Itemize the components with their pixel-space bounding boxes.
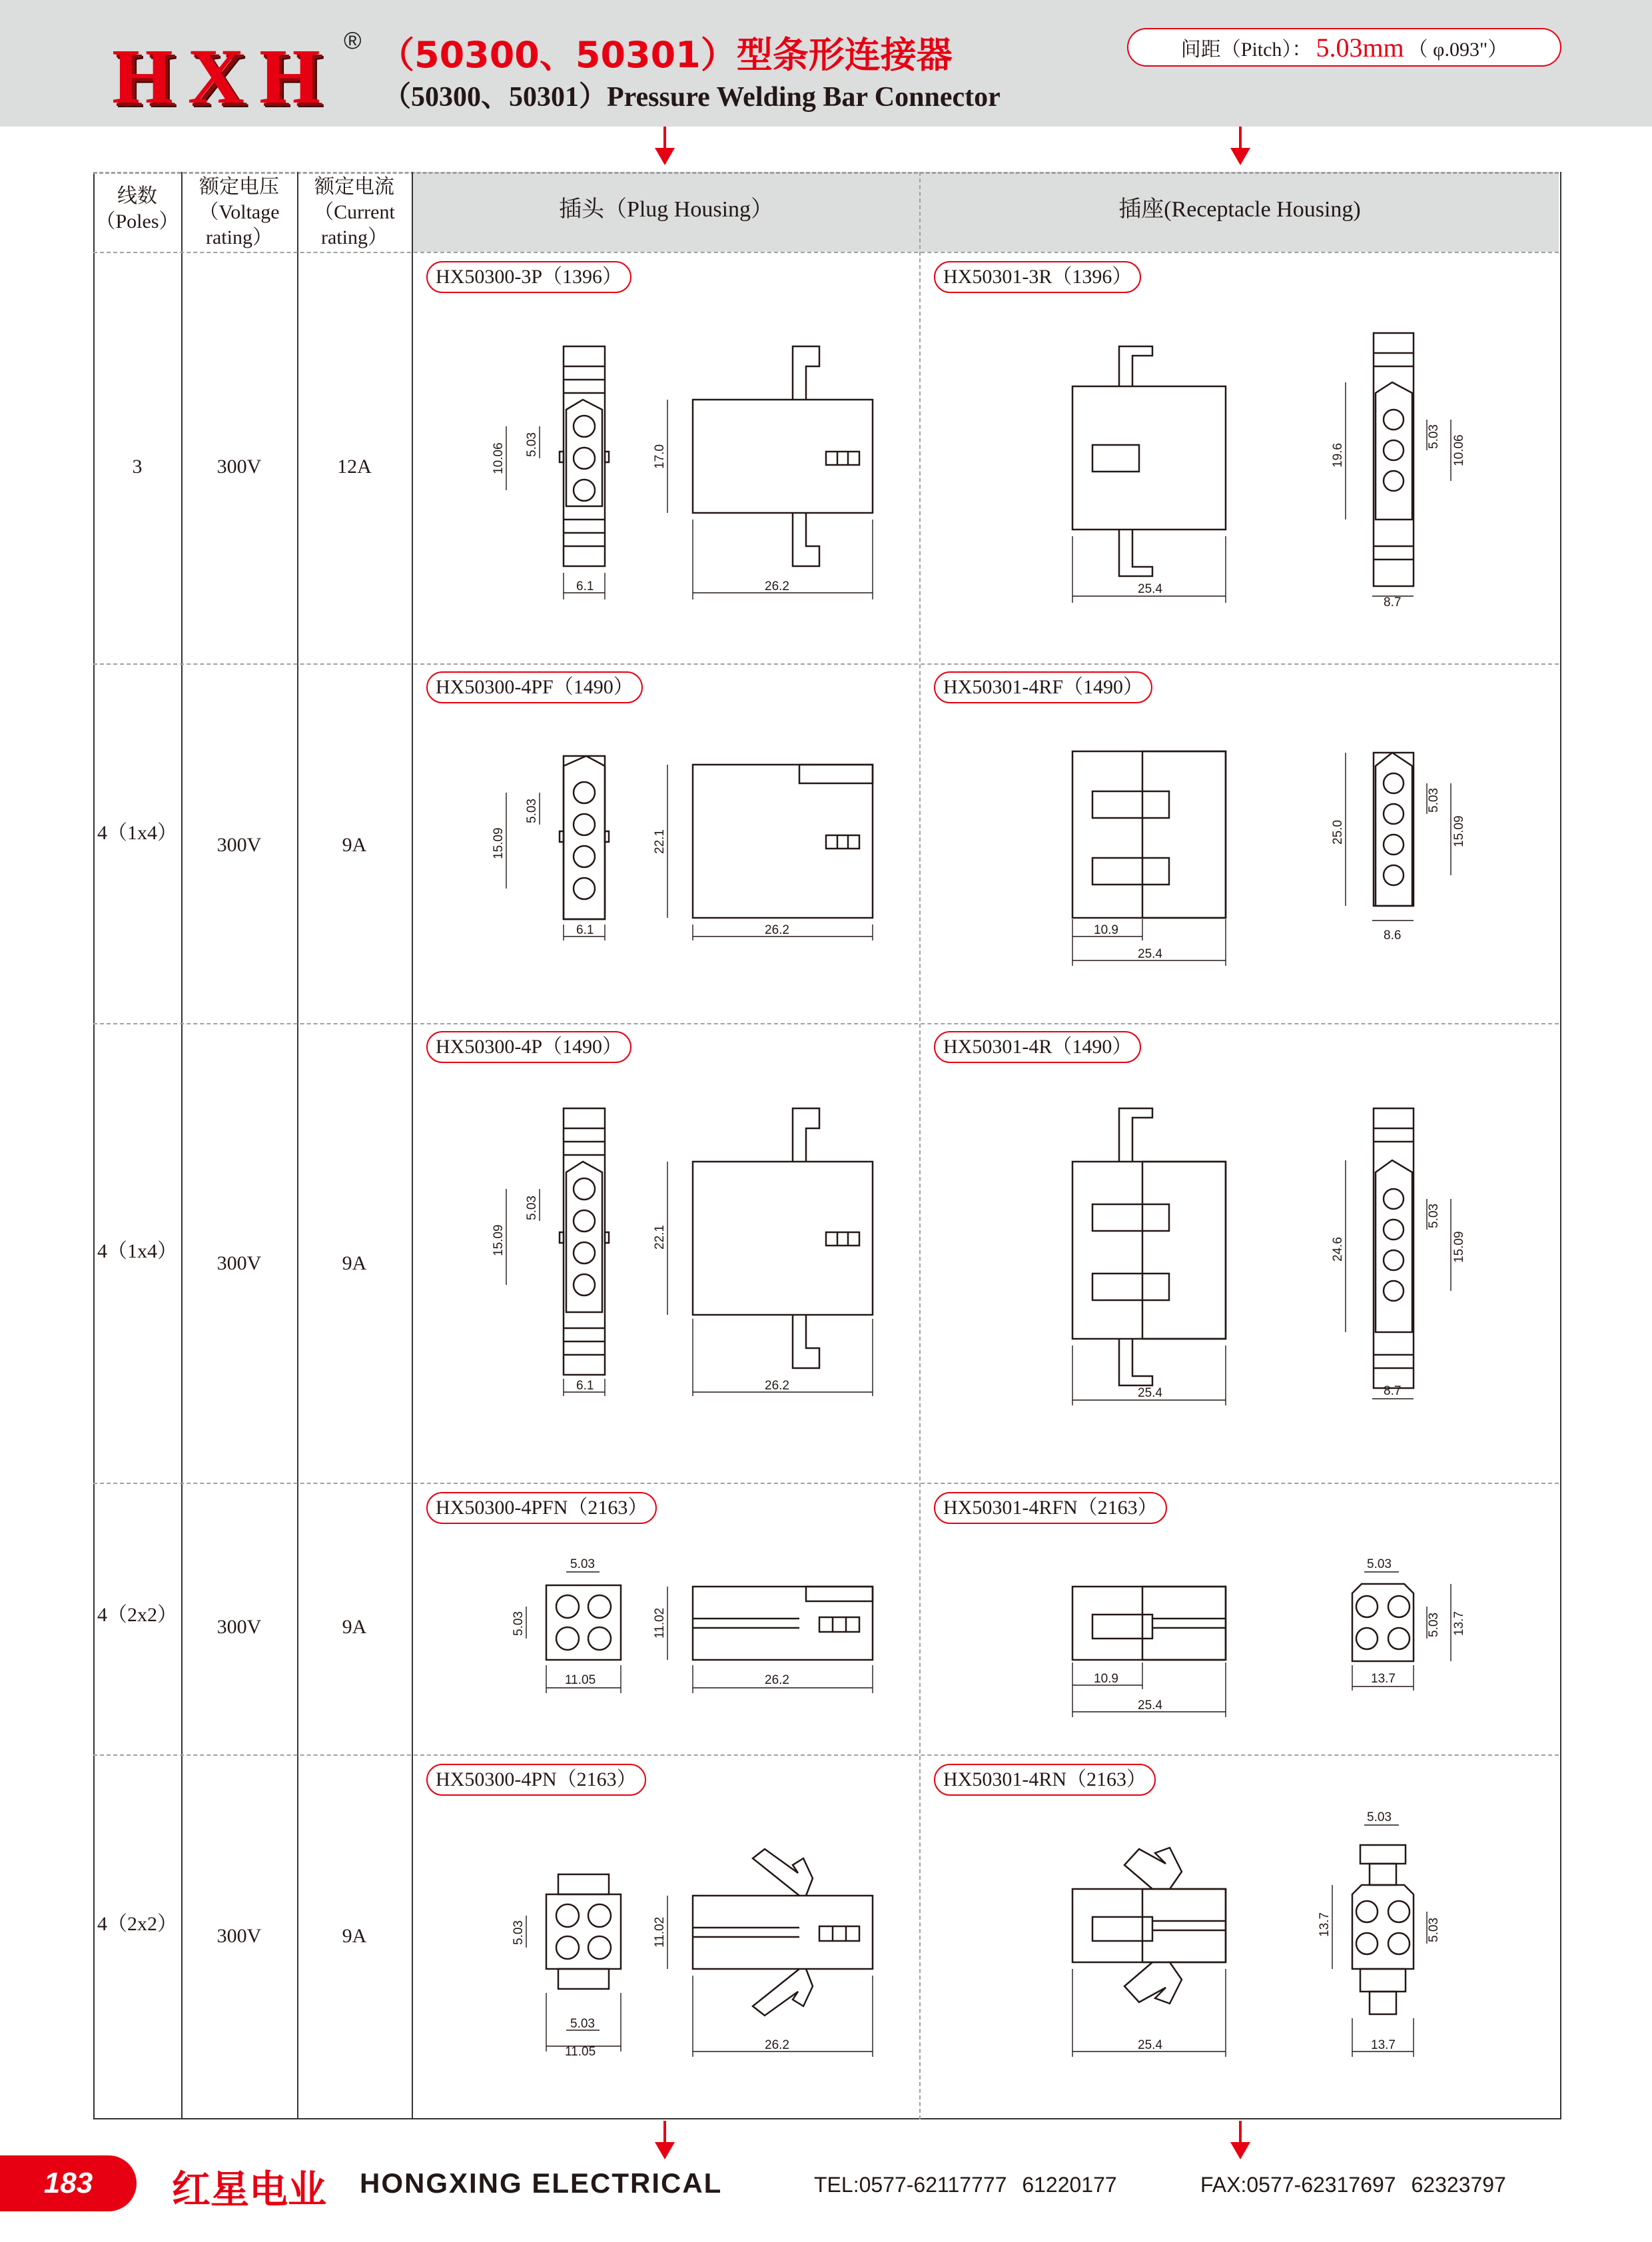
dim-text: 8.7	[1384, 595, 1402, 609]
row-voltage: 300V	[216, 456, 262, 478]
dim-text: 25.4	[1138, 2038, 1162, 2052]
dim-text: 5.03	[525, 432, 539, 457]
dim-text: 13.7	[1371, 2038, 1396, 2052]
pitch-inch: （ φ.093"）	[1408, 39, 1508, 61]
receptacle-model-label: HX50301-4R（1490）	[934, 1031, 1141, 1063]
receptacle-model-label: HX50301-4RFN（2163）	[934, 1492, 1167, 1524]
arrow-down-icon	[663, 2121, 666, 2145]
dim-text: 5.03	[512, 1920, 526, 1945]
title-english: （50300、50301）Pressure Welding Bar Connector	[383, 82, 1001, 113]
dim-text: 6.1	[576, 579, 594, 593]
dim-text: 10.9	[1094, 1672, 1118, 1686]
row-poles: 3	[132, 456, 143, 478]
dim-text: 15.09	[1452, 1231, 1466, 1263]
row-current: 9A	[342, 1252, 367, 1274]
row-poles: 4（1x4）	[97, 822, 177, 844]
brand-logo: HXH	[112, 33, 335, 120]
dim-text: 10.9	[1094, 923, 1118, 937]
dim-text: 5.03	[1427, 424, 1441, 449]
row-poles: 4（2x2）	[97, 1604, 177, 1626]
arrow-down-icon	[1239, 127, 1242, 151]
dim-text: 17.0	[653, 444, 667, 469]
dim-text: 5.03	[1427, 1918, 1441, 1942]
company-name-english: HONGXING ELECTRICAL	[360, 2167, 723, 2199]
dim-text: 8.6	[1384, 929, 1402, 942]
dim-text: 22.1	[653, 829, 667, 854]
pitch-badge	[1127, 28, 1561, 67]
receptacle-model-label: HX50301-3R（1396）	[934, 261, 1141, 293]
dim-text: 15.09	[1452, 815, 1466, 847]
dim-text: 10.06	[1452, 434, 1466, 466]
header-poles: 线数（Poles）	[95, 185, 179, 232]
dim-text: 26.2	[765, 2038, 789, 2052]
dim-text: 6.1	[576, 1379, 594, 1393]
dim-text: 11.02	[653, 1607, 667, 1639]
fax: FAX:0577-62317697 62323797	[1200, 2173, 1506, 2197]
dim-text: 15.09	[492, 827, 506, 859]
dim-text: 10.06	[492, 442, 506, 474]
dim-text: 24.6	[1331, 1237, 1345, 1262]
row-divider	[93, 252, 1559, 253]
dim-text: 19.6	[1331, 443, 1345, 468]
row-current: 9A	[342, 1616, 367, 1638]
dim-text: 26.2	[765, 1379, 789, 1393]
row-voltage: 300V	[216, 834, 262, 856]
row-voltage: 300V	[216, 1925, 262, 1947]
dim-text: 11.05	[565, 2045, 596, 2059]
dim-text: 15.09	[492, 1224, 506, 1256]
dim-text: 8.7	[1384, 1384, 1402, 1398]
plug-drawing-4pfn	[480, 1545, 893, 1705]
registered-mark: ®	[344, 27, 362, 54]
row-voltage: 300V	[216, 1252, 262, 1274]
row-current: 12A	[337, 456, 372, 478]
telephone: TEL:0577-62117777 61220177	[814, 2173, 1117, 2197]
receptacle-model-label: HX50301-4RN（2163）	[934, 1764, 1156, 1796]
plug-model-label: HX50300-4PN（2163）	[426, 1764, 646, 1796]
arrow-down-icon	[663, 127, 666, 151]
dim-text: 5.03	[570, 2017, 595, 2031]
arrow-down-icon	[1239, 2121, 1242, 2145]
plug-drawing-4pf	[480, 753, 893, 952]
column-divider	[919, 172, 921, 2119]
header-current: 额定电流（Current rating）	[314, 176, 395, 248]
dim-text: 5.03	[1427, 788, 1441, 813]
row-divider	[93, 1483, 1559, 1484]
row-current: 9A	[342, 834, 367, 856]
dim-text: 11.02	[653, 1916, 667, 1948]
row-divider	[93, 1023, 1559, 1024]
pitch-label: 间距（Pitch）：	[1180, 39, 1312, 61]
header-plug: 插头（Plug Housing）	[558, 197, 774, 222]
pitch-value: 5.03mm	[1316, 32, 1404, 63]
dim-text: 5.03	[525, 799, 539, 823]
title-chinese: （50300、50301）型条形连接器	[378, 34, 953, 76]
dim-text: 22.1	[653, 1225, 667, 1250]
row-poles: 4（2x2）	[97, 1913, 177, 1935]
dim-text: 13.7	[1452, 1611, 1466, 1636]
table-top-line	[93, 172, 1559, 174]
dim-text: 25.4	[1138, 947, 1162, 961]
row-divider	[93, 663, 1559, 665]
dim-text: 26.2	[765, 579, 789, 593]
receptacle-drawing-4rfn	[1039, 1545, 1465, 1718]
dim-text: 5.03	[512, 1611, 526, 1636]
receptacle-model-label: HX50301-4RF（1490）	[934, 671, 1152, 703]
dim-text: 25.4	[1138, 1386, 1162, 1400]
dim-text: 6.1	[576, 923, 594, 937]
header-receptacle: 插座(Receptacle Housing)	[1118, 197, 1361, 222]
dim-text: 5.03	[570, 1557, 595, 1571]
row-divider	[93, 1754, 1559, 1756]
row-current: 9A	[342, 1925, 367, 1947]
dim-text: 11.05	[565, 1673, 596, 1687]
plug-model-label: HX50300-4PF（1490）	[426, 671, 643, 703]
dim-text: 25.0	[1331, 820, 1345, 845]
row-poles: 4（1x4）	[97, 1240, 177, 1262]
page-number: 183	[0, 2155, 137, 2211]
plug-model-label: HX50300-4PFN（2163）	[426, 1492, 657, 1524]
dim-text: 26.2	[765, 1673, 789, 1687]
dim-text: 13.7	[1371, 1672, 1396, 1686]
row-voltage: 300V	[216, 1616, 262, 1638]
receptacle-drawing-4rf	[1039, 746, 1465, 972]
column-divider	[412, 172, 413, 2119]
dim-text: 5.03	[1367, 1810, 1392, 1824]
receptacle-drawing-4rn	[1039, 1798, 1465, 2065]
dim-text: 5.03	[1427, 1613, 1441, 1637]
dim-text: 25.4	[1138, 582, 1162, 596]
dim-text: 5.03	[525, 1196, 539, 1220]
company-name-chinese: 红星电业	[172, 2167, 327, 2212]
dim-text: 5.03	[1427, 1204, 1441, 1228]
dim-text: 13.7	[1318, 1912, 1332, 1937]
receptacle-drawing-3r	[1039, 326, 1465, 613]
receptacle-drawing-4r	[1039, 1099, 1465, 1412]
header-voltage: 额定电压（Voltage rating）	[199, 176, 280, 248]
dim-text: 25.4	[1138, 1698, 1162, 1712]
dim-text: 26.2	[765, 923, 789, 937]
plug-drawing-4pn	[480, 1798, 893, 2065]
plug-model-label: HX50300-4P（1490）	[426, 1031, 631, 1063]
plug-drawing-3p	[480, 326, 893, 613]
plug-drawing-4p	[480, 1099, 893, 1405]
plug-model-label: HX50300-3P（1396）	[426, 261, 631, 293]
dim-text: 5.03	[1367, 1557, 1392, 1571]
